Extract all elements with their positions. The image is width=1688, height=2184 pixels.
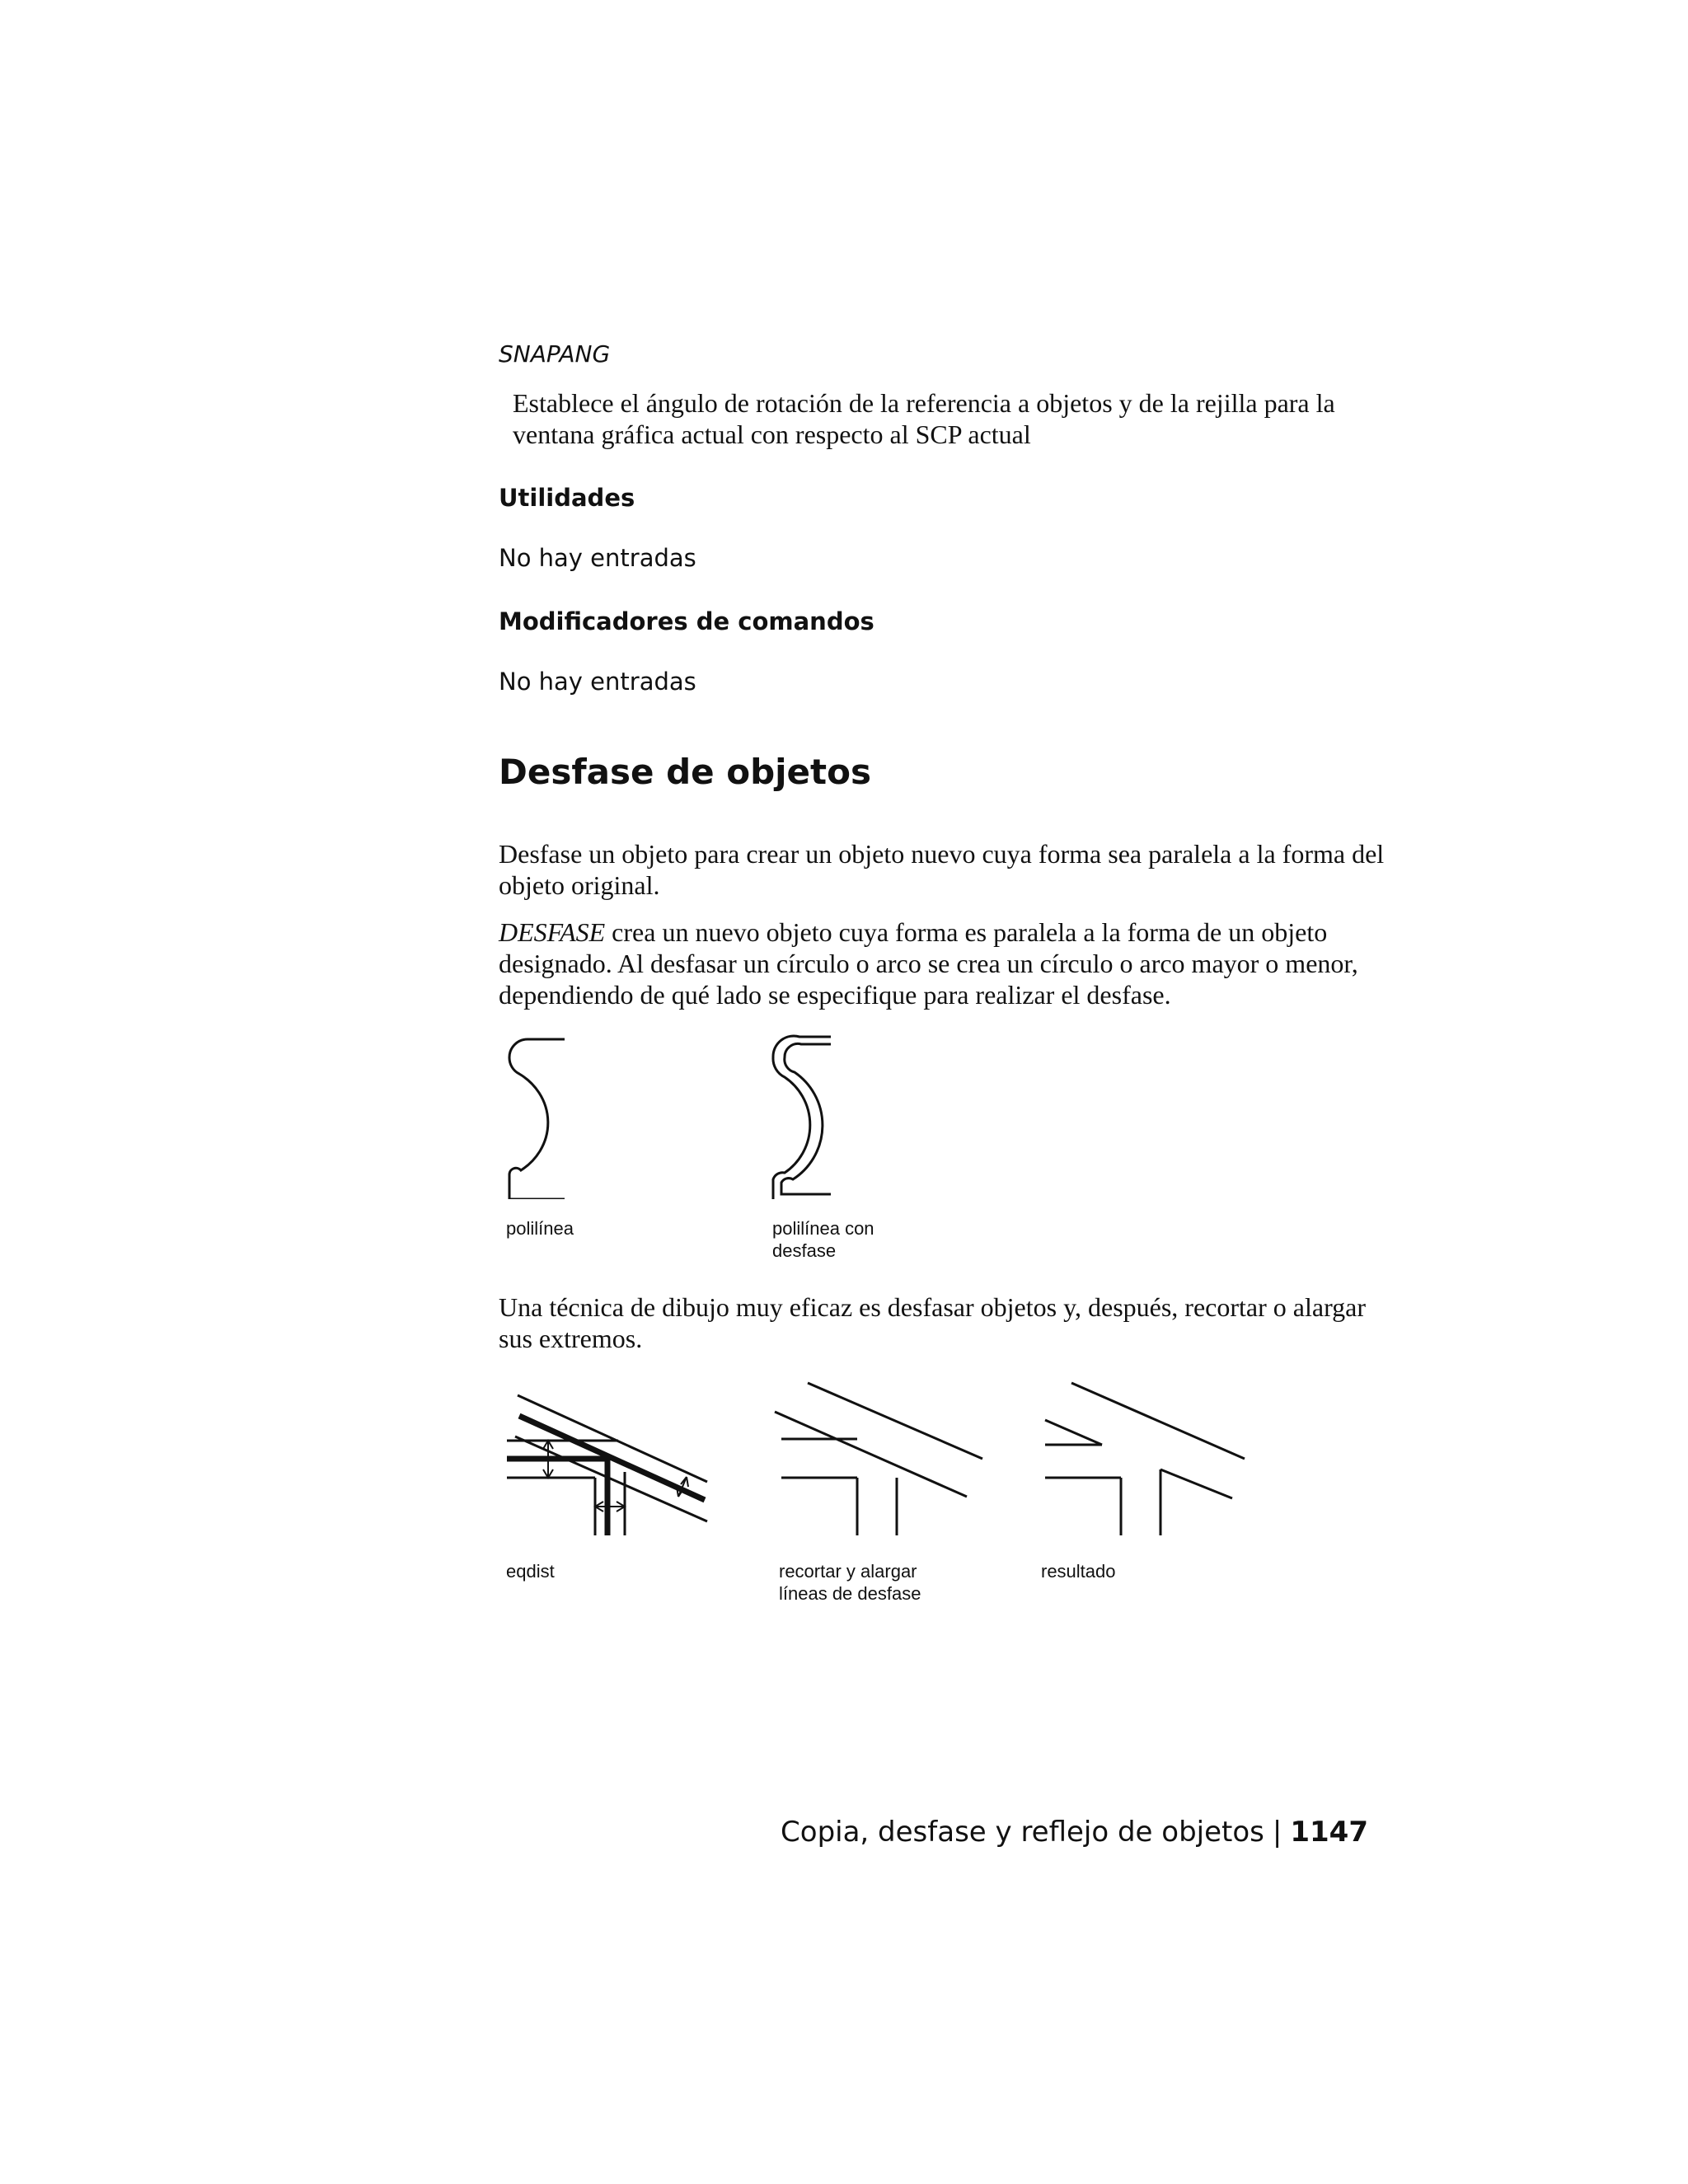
- diagram-result: [1045, 1383, 1245, 1535]
- section-title: Desfase de objetos: [499, 752, 871, 792]
- caption-trim-extend: [779, 1560, 921, 1605]
- utilities-heading: Utilidades: [499, 484, 635, 512]
- figure-polyline: [495, 1034, 890, 1199]
- section-paragraph-2: [499, 916, 1405, 1010]
- command-name: DESFASE: [499, 917, 606, 947]
- utilities-text: No hay entradas: [499, 544, 696, 572]
- page-number: 1147: [1290, 1816, 1368, 1849]
- caption-polyline-offset-line1: polilínea con: [772, 1218, 874, 1239]
- diagram-eqdist: [507, 1395, 707, 1535]
- caption-polyline-offset-line2: desfase: [772, 1240, 837, 1261]
- diagram-trim-extend: [775, 1383, 982, 1535]
- polyline-shape: [509, 1039, 565, 1199]
- page-footer: [781, 1816, 1368, 1849]
- paragraph-2-text: crea un nuevo objeto cuya forma es paralela a la forma de un objeto designado. Al desfasar un círculo o arco se crea un círculo o arco mayor o menor, dependiendo de qué lado se especifique para realizar el desfase.: [499, 917, 1358, 1010]
- sysvar-name: SNAPANG: [499, 340, 611, 368]
- offset-polyline-inner: [781, 1043, 831, 1194]
- caption-polyline-offset: [772, 1217, 874, 1262]
- caption-eqdist: eqdist: [506, 1561, 555, 1582]
- footer-separator: |: [1272, 1816, 1282, 1849]
- figure-offset-trim: [495, 1375, 1253, 1552]
- modifiers-heading: Modificadores de comandos: [499, 607, 874, 635]
- sysvar-description: Establece el ángulo de rotación de la referencia a objetos y de la rejilla para la ventana gráfica actual con respecto al SCP actual: [513, 388, 1335, 449]
- caption-polyline: polilínea: [506, 1218, 574, 1239]
- caption-trim-extend-line1: recortar y alargar: [779, 1561, 917, 1582]
- section-paragraph-1: Desfase un objeto para crear un objeto nuevo cuya forma sea paralela a la forma del objeto original.: [499, 839, 1385, 900]
- caption-trim-extend-line2: líneas de desfase: [779, 1583, 921, 1604]
- section-paragraph-3: Una técnica de dibujo muy eficaz es desfasar objetos y, después, recortar o alargar sus extremos.: [499, 1292, 1366, 1353]
- modifiers-text: No hay entradas: [499, 668, 696, 696]
- caption-result: resultado: [1041, 1561, 1116, 1582]
- footer-chapter: Copia, desfase y reflejo de objetos: [781, 1816, 1264, 1849]
